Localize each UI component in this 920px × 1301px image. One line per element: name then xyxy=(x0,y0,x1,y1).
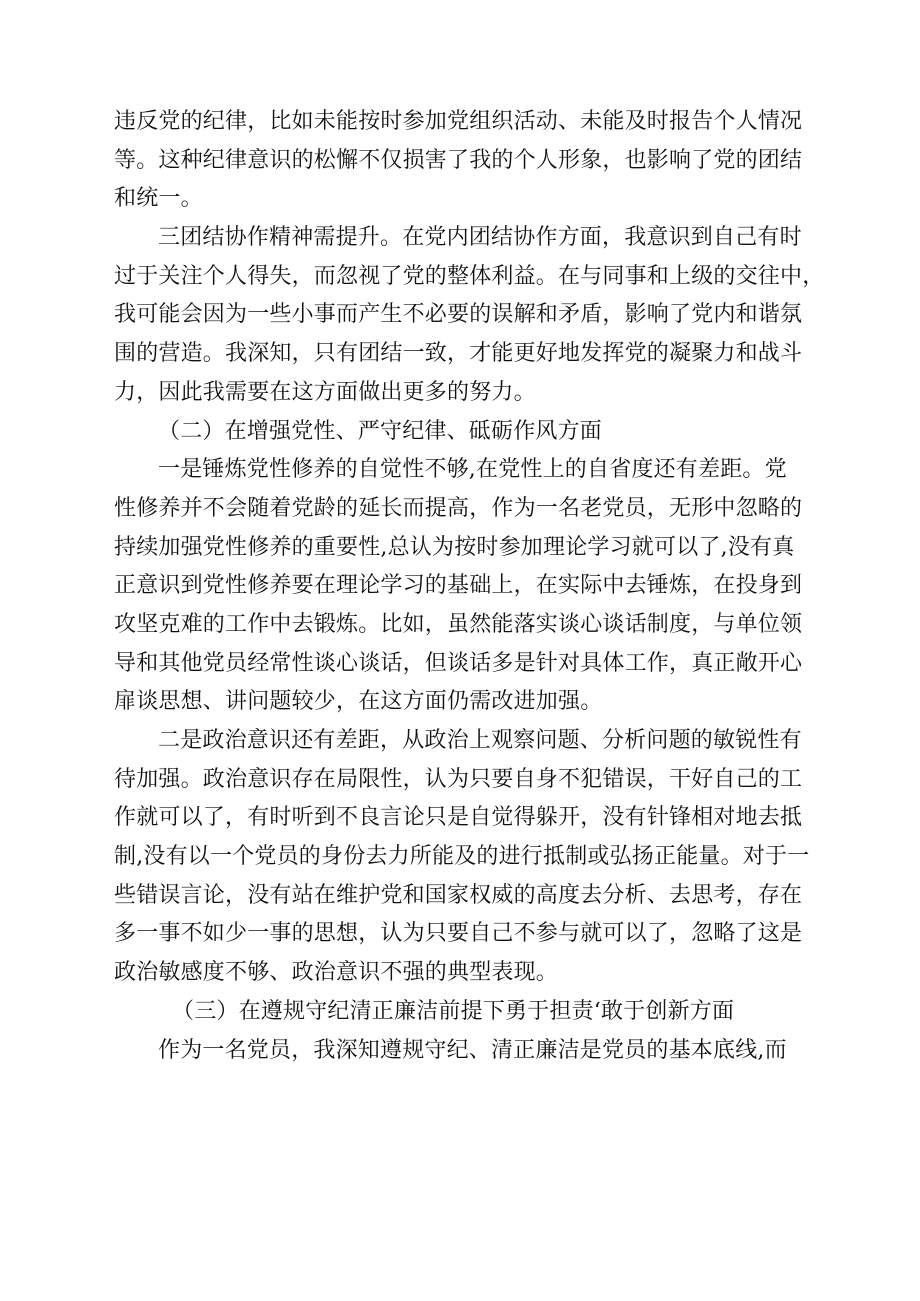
paragraph-start-line: 一是锤炼党性修养的自觉性不够,在党性上的自省度还有差距。党 xyxy=(158,457,787,483)
body-line: 持续加强党性修养的重要性,总认为按时参加理论学习就可以了,没有真 xyxy=(114,534,795,560)
body-line: 等。这种纪律意识的松懈不仅损害了我的个人形象，也影响了党的团结 xyxy=(114,147,803,173)
body-line: 过于关注个人得失，而忽视了党的整体利益。在与同事和上级的交往中， xyxy=(114,263,825,289)
body-line: 多一事不如少一事的思想，认为只要自己不参与就可以了，忽略了这是 xyxy=(114,921,803,947)
body-line: 导和其他党员经常性谈心谈话，但谈话多是针对具体工作，真正敞开心 xyxy=(114,650,803,676)
body-line: 作就可以了，有时听到不良言论只是自觉得躲开，没有针锋相对地去抵 xyxy=(114,805,803,831)
paragraph-start-line: 作为一名党员，我深知遵规守纪、清正廉洁是党员的基本底线,而 xyxy=(158,1037,787,1063)
body-line: 待加强。政治意识存在局限性，认为只要自身不犯错误，干好自己的工 xyxy=(114,766,803,792)
body-line: 围的营造。我深知，只有团结一致，才能更好地发挥党的凝聚力和战斗 xyxy=(114,341,803,367)
body-line: 和统一。 xyxy=(114,186,203,212)
body-line: 些错误言论，没有站在维护党和国家权威的高度去分析、去思考，存在 xyxy=(114,882,803,908)
document-body xyxy=(114,103,830,1070)
body-line: 正意识到党性修养要在理论学习的基础上，在实际中去锤炼，在投身到 xyxy=(114,573,803,599)
paragraph-start-line: 三团结协作精神需提升。在党内团结协作方面，我意识到自己有时 xyxy=(158,225,802,251)
body-line: 力，因此我需要在这方面做出更多的努力。 xyxy=(114,379,536,405)
body-line: 扉谈思想、讲问题较少，在这方面仍需改进加强。 xyxy=(114,689,603,715)
body-line: 我可能会因为一些小事而产生不必要的误解和矛盾，影响了党内和谐氛 xyxy=(114,302,803,328)
section-heading-3: （三）在遵规守纪清正廉洁前提下勇于担责‘敢于创新方面 xyxy=(172,998,735,1024)
body-line: 性修养并不会随着党龄的延长而提高，作为一名老党员，无形中忽略的 xyxy=(114,495,803,521)
paragraph-start-line: 二是政治意识还有差距，从政治上观察问题、分析问题的敏锐性有 xyxy=(158,728,802,753)
section-heading-2: （二）在增强党性、严守纪律、砥砺作风方面 xyxy=(158,418,603,444)
body-line: 政治敏感度不够、政治意识不强的典型表现。 xyxy=(114,960,559,986)
body-line: 违反党的纪律，比如未能按时参加党组织活动、未能及时报告个人情况 xyxy=(114,109,803,134)
body-line: 制,没有以一个党员的身份去力所能及的进行抵制或弘扬正能量。对于一 xyxy=(114,844,810,870)
body-line: 攻坚克难的工作中去锻炼。比如，虽然能落实谈心谈话制度，与单位领 xyxy=(114,611,803,637)
